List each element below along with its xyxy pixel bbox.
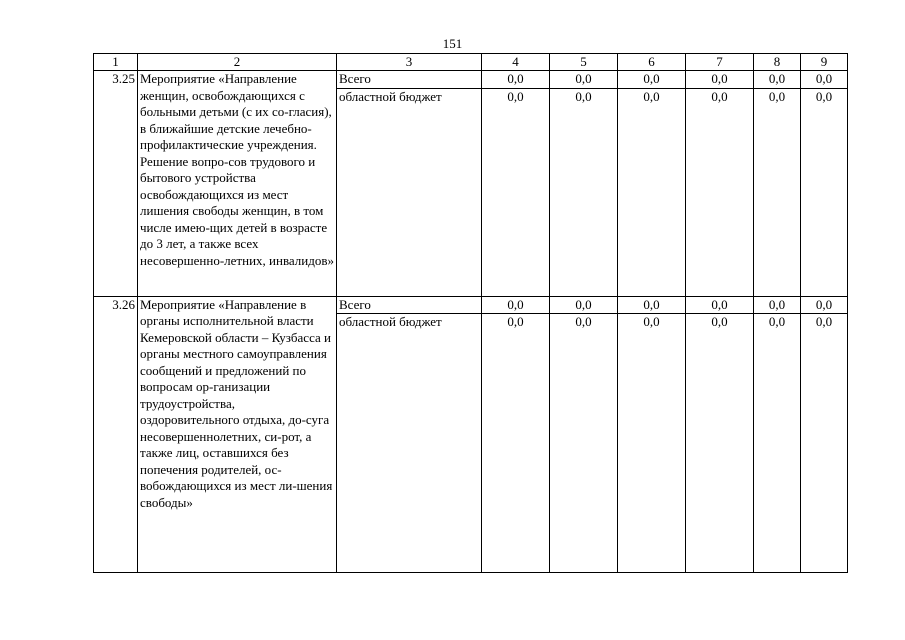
value-cell: 0,0 [550, 71, 618, 89]
page-number: 151 [442, 36, 463, 51]
column-number-cell: 8 [754, 54, 801, 71]
column-number-cell: 1 [94, 54, 138, 71]
funding-source: Всего [337, 71, 482, 89]
value-cell: 0,0 [754, 88, 801, 296]
value-cell: 0,0 [550, 314, 618, 573]
measure-description: Мероприятие «Направление в органы исполнительной власти Кемеровской области – Кузбасса и органы местного самоуправления сообщений и предложений по вопросам ор-ганизации трудоустройства, оздоровительного отдыха, до-суга несовершеннолетних, си-рот, а также лиц, оставшихся без попечения родителей, ос-вобождающихся из мест ли-шения свободы» [138, 296, 337, 573]
value-cell: 0,0 [618, 314, 686, 573]
column-number-row [94, 54, 848, 71]
value-cell: 0,0 [686, 71, 754, 89]
measure-description: Мероприятие «Направление женщин, освобождающихся с больными детьми (с их со-гласия), в ближайшие детские лечебно-профилактические учреждения. Решение вопро-сов трудового и бытового устройства освобождающихся из мест лишения свободы женщин, в том числе имею-щих детей в возрасте до 3 лет, а также всех несовершенно-летних, инвалидов» [138, 71, 337, 297]
value-cell: 0,0 [801, 296, 848, 314]
value-cell: 0,0 [482, 314, 550, 573]
value-cell: 0,0 [686, 314, 754, 573]
column-number-cell: 4 [482, 54, 550, 71]
column-number-cell: 9 [801, 54, 848, 71]
measure-number: 3.26 [94, 296, 138, 573]
value-cell: 0,0 [482, 296, 550, 314]
value-cell: 0,0 [686, 296, 754, 314]
value-cell: 0,0 [618, 296, 686, 314]
table-row [94, 71, 848, 89]
value-cell: 0,0 [754, 296, 801, 314]
value-cell: 0,0 [618, 71, 686, 89]
column-number-cell: 6 [618, 54, 686, 71]
column-number-cell: 3 [337, 54, 482, 71]
value-cell: 0,0 [801, 88, 848, 296]
column-number-cell: 2 [138, 54, 337, 71]
value-cell: 0,0 [686, 88, 754, 296]
value-cell: 0,0 [550, 88, 618, 296]
funding-source: Всего [337, 296, 482, 314]
value-cell: 0,0 [754, 314, 801, 573]
funding-source: областной бюджет [337, 88, 482, 296]
budget-table [93, 53, 848, 573]
measure-number: 3.25 [94, 71, 138, 297]
column-number-cell: 7 [686, 54, 754, 71]
column-number-cell: 5 [550, 54, 618, 71]
value-cell: 0,0 [618, 88, 686, 296]
value-cell: 0,0 [482, 71, 550, 89]
value-cell: 0,0 [801, 314, 848, 573]
value-cell: 0,0 [482, 88, 550, 296]
funding-source: областной бюджет [337, 314, 482, 573]
value-cell: 0,0 [754, 71, 801, 89]
value-cell: 0,0 [550, 296, 618, 314]
table-row [94, 296, 848, 314]
value-cell: 0,0 [801, 71, 848, 89]
